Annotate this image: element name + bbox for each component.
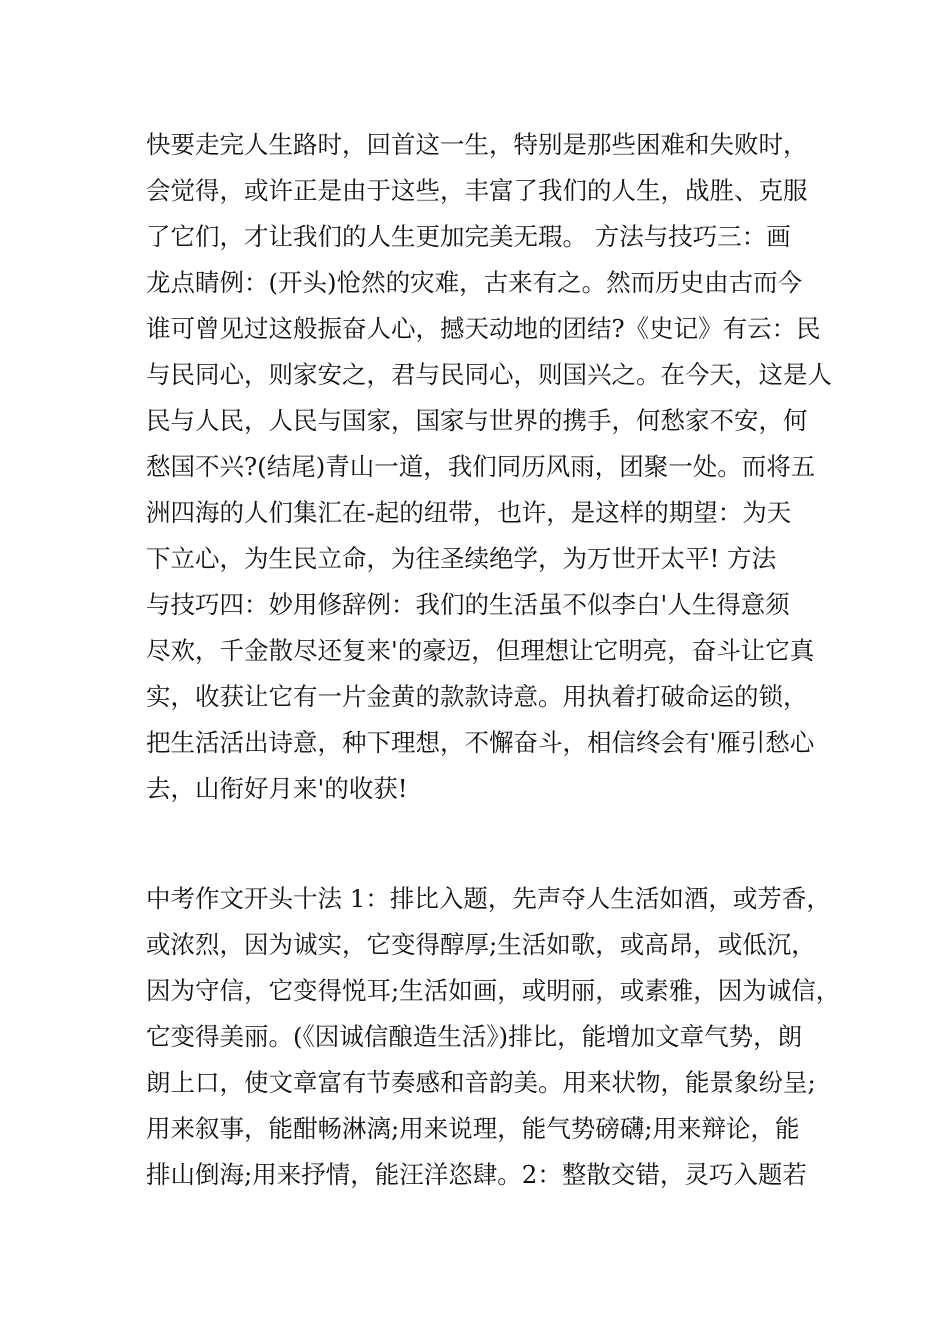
text-line: 谁可曾见过这般振奋人心，撼天动地的团结?《史记》有云：民	[146, 314, 821, 343]
text-line: 实，收获让它有一片金黄的款款诗意。用执着打破命运的锁，	[146, 682, 808, 711]
text-line: 或浓烈，因为诚实，它变得醇厚;生活如歌，或高昂，或低沉，	[146, 930, 816, 959]
text-line: 愁国不兴?(结尾)青山一道，我们同历风雨，团聚一处。而将五	[146, 452, 816, 481]
text-line: 它变得美丽。(《因诚信酿造生活》)排比，能增加文章气势，朗	[146, 1022, 803, 1051]
text-line: 排山倒海;用来抒情，能汪洋恣肆。2：整散交错，灵巧入题若	[146, 1160, 807, 1189]
text-line: 民与人民，人民与国家，国家与世界的携手，何愁家不安，何	[146, 406, 808, 435]
paragraph-opening-ten-methods	[146, 876, 841, 1198]
text-line: 去，山衔好月来'的收获!	[146, 774, 408, 803]
text-line: 洲四海的人们集汇在-起的纽带，也许，是这样的期望：为天	[146, 498, 792, 527]
text-line: 朗上口，使文章富有节奏感和音韵美。用来状物，能景象纷呈;	[146, 1068, 816, 1097]
text-line: 与技巧四：妙用修辞例：我们的生活虽不似李白'人生得意须	[146, 590, 790, 619]
text-line: 用来叙事，能酣畅淋漓;用来说理，能气势磅礴;用来辩论，能	[146, 1114, 800, 1143]
text-line: 中考作文开头十法 1：排比入题，先声夺人生活如酒，或芳香，	[146, 884, 831, 913]
text-line: 了它们，才让我们的人生更加完美无瑕。 方法与技巧三：画	[146, 222, 791, 251]
text-line: 与民同心，则家安之，君与民同心，则国兴之。在今天，这是人	[146, 360, 832, 389]
text-line: 快要走完人生路时，回首这一生，特别是那些困难和失败时，	[146, 130, 808, 159]
text-line: 尽欢，千金散尽还复来'的豪迈，但理想让它明亮，奋斗让它真	[146, 636, 815, 665]
text-line: 会觉得，或许正是由于这些，丰富了我们的人生，战胜、克服	[146, 176, 808, 205]
paragraph-methods-three-four	[146, 122, 832, 812]
text-line: 龙点睛例：(开头)怆然的灾难，古来有之。然而历史由古而今	[146, 268, 803, 297]
text-line: 把生活活出诗意，种下理想，不懈奋斗，相信终会有'雁引愁心	[146, 728, 815, 757]
text-line: 因为守信，它变得悦耳;生活如画，或明丽，或素雅，因为诚信，	[146, 976, 841, 1005]
text-line: 下立心，为生民立命，为往圣续绝学，为万世开太平! 方法	[146, 544, 777, 573]
